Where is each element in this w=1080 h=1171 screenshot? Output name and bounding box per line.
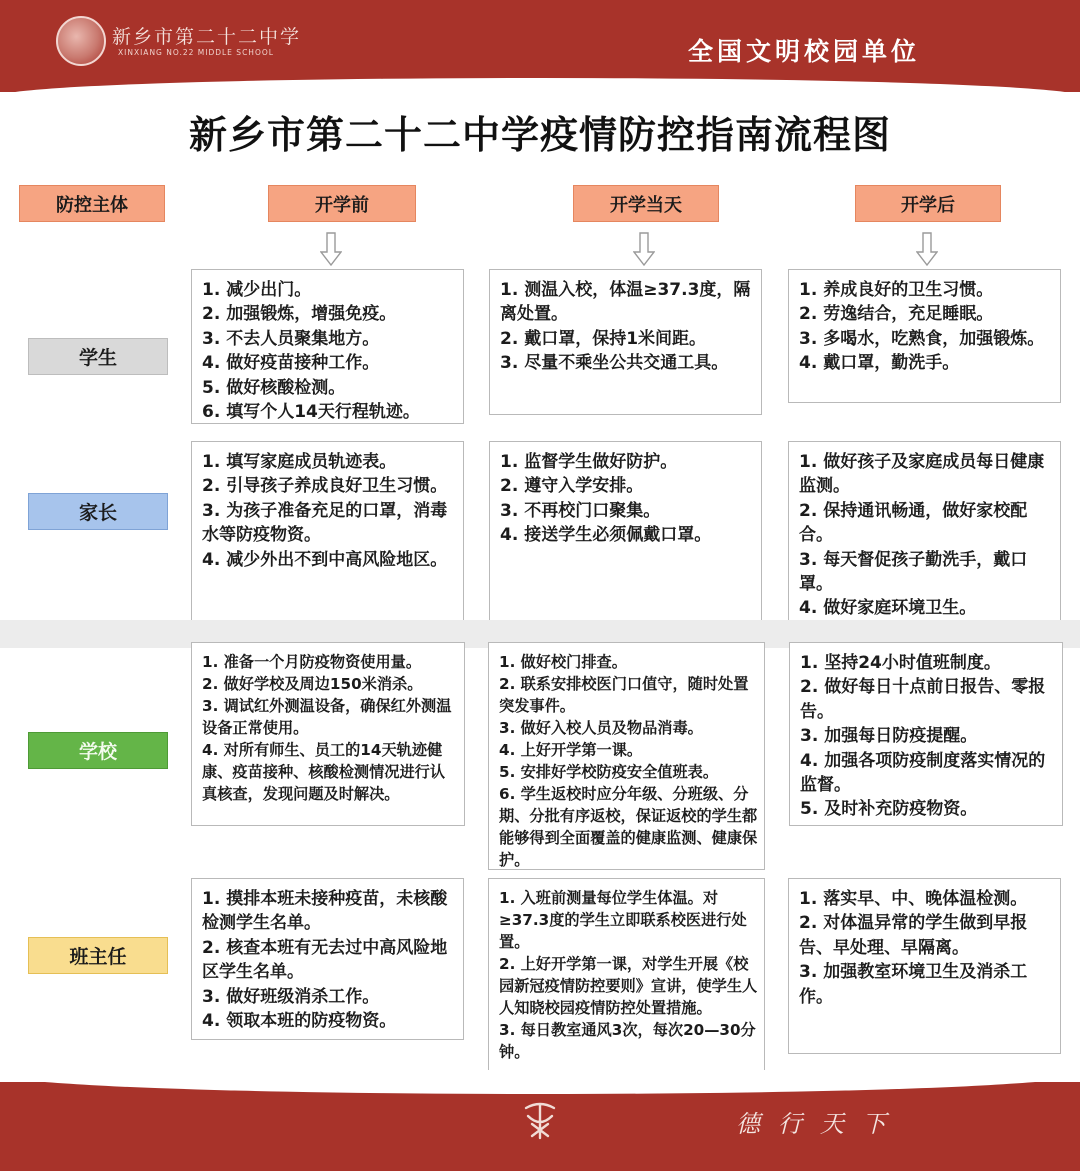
school-name: 新乡市第二十二中学: [112, 26, 302, 48]
list-item: 3. 每天督促孩子勤洗手，戴口罩。: [799, 549, 1028, 595]
list-item: 4. 上好开学第一课。: [499, 741, 643, 759]
list-item: 6. 填写个人14天行程轨迹。: [202, 402, 420, 423]
column-header-opening-day: 开学当天: [573, 185, 719, 222]
list-item: 4. 领取本班的防疫物资。: [202, 1011, 397, 1032]
list-item: 3. 做好班级消杀工作。: [202, 986, 380, 1007]
head-teacher-opening-day-box: [488, 878, 765, 1085]
list-item: 3. 尽量不乘坐公共交通工具。: [500, 353, 729, 374]
head-teacher-after-box: [788, 878, 1061, 1054]
list-item: 1. 测温入校，体温≥37.3度，隔离处置。: [500, 280, 751, 325]
list-item: 2. 对体温异常的学生做到早报告、早处理、早隔离。: [799, 913, 1028, 958]
list-item: 4. 加强各项防疫制度落实情况的监督。: [800, 750, 1046, 796]
student-opening-day-box: [489, 269, 762, 415]
list-item: 2. 核查本班有无去过中高风险地区学生名单。: [202, 937, 448, 983]
role-label-head-teacher: 班主任: [28, 937, 168, 974]
list-item: 4. 做好家庭环境卫生。: [799, 598, 977, 619]
header-slogan: 全国文明校园单位: [688, 37, 921, 66]
down-arrow-icon: [633, 232, 655, 266]
list-item: 1. 做好校门排查。: [499, 653, 627, 671]
list-item: 5. 做好核酸检测。: [202, 377, 346, 398]
list-item: 2. 劳逸结合，充足睡眠。: [799, 304, 994, 325]
list-item: 3. 不去人员聚集地方。: [202, 328, 380, 349]
list-item: 4. 做好疫苗接种工作。: [202, 353, 380, 374]
school-emblem-icon: [518, 1098, 562, 1142]
list-item: 3. 多喝水，吃熟食，加强锻炼。: [799, 328, 1045, 349]
list-item: 1. 坚持24小时值班制度。: [800, 653, 1001, 673]
column-header-after: 开学后: [855, 185, 1001, 222]
list-item: 5. 安排好学校防疫安全值班表。: [499, 763, 719, 781]
role-label-school: 学校: [28, 732, 168, 769]
list-item: 2. 联系安排校医门口值守，随时处置突发事件。: [499, 675, 749, 715]
parent-after-box: [788, 441, 1061, 621]
footer-slogan: 德行天下: [736, 1110, 904, 1138]
list-item: 2. 做好学校及周边150米消杀。: [202, 675, 423, 693]
list-item: 1. 摸排本班未接种疫苗，未核酸检测学生名单。: [202, 889, 448, 934]
list-item: 1. 养成良好的卫生习惯。: [799, 280, 994, 300]
student-after-box: [788, 269, 1061, 403]
list-item: 2. 引导孩子养成良好卫生习惯。: [202, 476, 448, 497]
list-item: 2. 遵守入学安排。: [500, 476, 644, 497]
school-opening-day-box: [488, 642, 765, 870]
parent-before-box: [191, 441, 464, 621]
school-logo-icon: [56, 16, 106, 66]
list-item: 4. 接送学生必须佩戴口罩。: [500, 525, 712, 546]
list-item: 1. 做好孩子及家庭成员每日健康监测。: [799, 452, 1045, 497]
list-item: 1. 入班前测量每位学生体温。对≥37.3度的学生立即联系校医进行处置。: [499, 889, 747, 951]
column-header-before: 开学前: [268, 185, 416, 222]
school-name-en: XINXIANG NO.22 MIDDLE SCHOOL: [118, 48, 274, 57]
list-item: 3. 加强教室环境卫生及消杀工作。: [799, 962, 1028, 1007]
school-before-box: [191, 642, 465, 826]
list-item: 1. 监督学生做好防护。: [500, 452, 678, 472]
list-item: 2. 加强锻炼，增强免疫。: [202, 304, 397, 325]
list-item: 1. 减少出门。: [202, 280, 312, 300]
parent-opening-day-box: [489, 441, 762, 621]
list-item: 4. 戴口罩，勤洗手。: [799, 353, 960, 374]
list-item: 3. 每日教室通风3次，每次20—30分钟。: [499, 1021, 756, 1061]
student-before-box: [191, 269, 464, 424]
down-arrow-icon: [916, 232, 938, 266]
list-item: 1. 落实早、中、晚体温检测。: [799, 889, 1028, 909]
list-item: 3. 不再校门口聚集。: [500, 500, 661, 521]
list-item: 2. 做好每日十点前日报告、零报告。: [800, 677, 1046, 722]
role-label-parent: 家长: [28, 493, 168, 530]
school-after-box: [789, 642, 1063, 826]
list-item: 2. 上好开学第一课，对学生开展《校园新冠疫情防控要则》宣讲，使学生人人知晓校园疫情防控处置措施。: [499, 955, 758, 1017]
list-item: 1. 准备一个月防疫物资使用量。: [202, 653, 422, 671]
list-item: 2. 戴口罩，保持1米间距。: [500, 328, 707, 349]
list-item: 3. 调试红外测温设备，确保红外测温设备正常使用。: [202, 697, 452, 737]
page-title: 新乡市第二十二中学疫情防控指南流程图: [188, 112, 891, 157]
list-item: 5. 及时补充防疫物资。: [800, 799, 978, 820]
list-item: 4. 减少外出不到中高风险地区。: [202, 549, 448, 570]
list-item: 3. 加强每日防疫提醒。: [800, 726, 978, 747]
list-item: 6. 学生返校时应分年级、分班级、分期、分批有序返校，保证返校的学生都能够得到全面覆盖的健康监测、健康保护。: [499, 785, 758, 869]
list-item: 3. 做好入校人员及物品消毒。: [499, 719, 703, 737]
list-item: 3. 为孩子准备充足的口罩，消毒水等防疫物资。: [202, 500, 448, 546]
list-item: 2. 保持通讯畅通，做好家校配合。: [799, 500, 1028, 546]
column-header-subject: 防控主体: [19, 185, 165, 222]
role-label-student: 学生: [28, 338, 168, 375]
head-teacher-before-box: [191, 878, 464, 1040]
down-arrow-icon: [320, 232, 342, 266]
list-item: 1. 填写家庭成员轨迹表。: [202, 452, 397, 472]
list-item: 4. 对所有师生、员工的14天轨迹健康、疫苗接种、核酸检测情况进行认真核查，发现问题及时解决。: [202, 741, 445, 803]
